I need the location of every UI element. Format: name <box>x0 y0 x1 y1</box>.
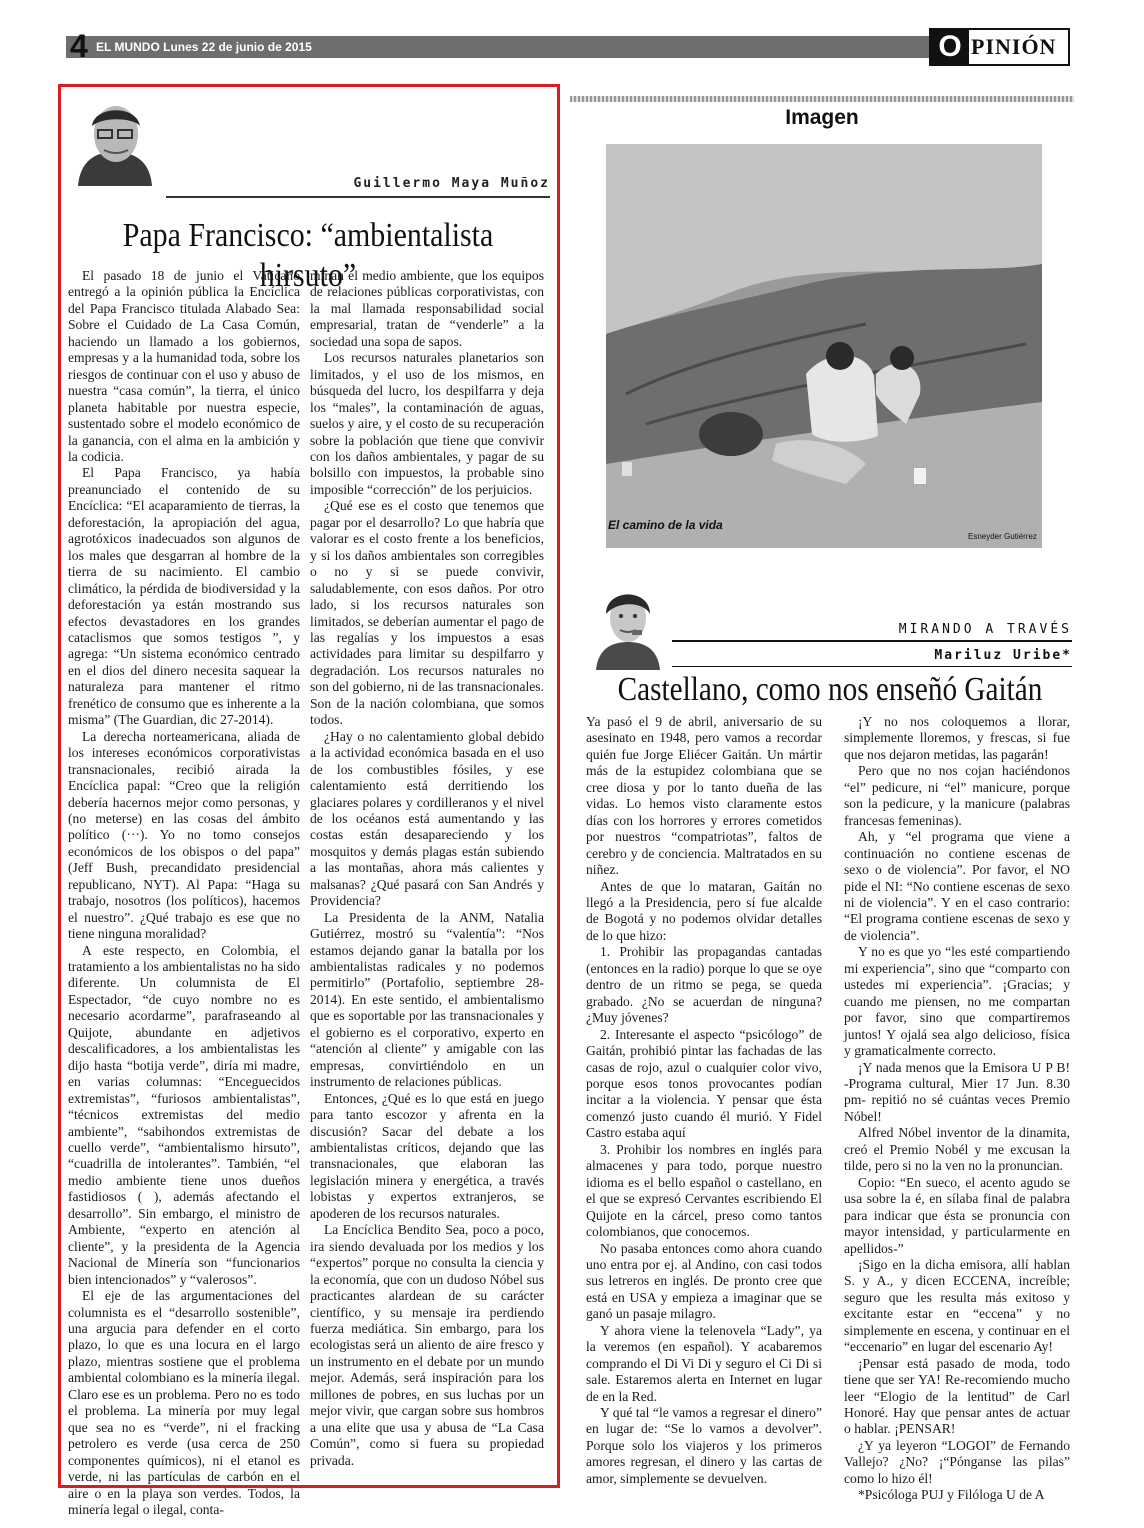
paragraph: minan el medio ambiente, que los equipos de relaciones públicas corporativistas, con la mal llamada responsabilidad social empresarial, tratan de “venderle” a la sociedad una sopa de sapos. <box>310 268 544 349</box>
paragraph: ¡Sigo en la dicha emisora, allí hablan S. y A., y dicen ECCENA, increíble; seguro que les resulta más exitoso y excitante estar en “eccena” y no simplemente en escena, y continuar en el “eccenario” en lugar del escenario Ay! <box>844 1256 1070 1355</box>
page-number: 4 <box>70 28 88 64</box>
photo-caption: El camino de la vida <box>608 518 723 532</box>
paragraph: La derecha norteamericana, aliada de los intereses económicos corporativistas transnacionales, recibió airada la Encíclica papal: “Creo que la religión debería hacernos mejor como personas, y (no meterse) en las cosas del ámbito político (···). Yo no tomo consejos económicos de los obispos o del papa” (Jeff Bush, precandidato presidencial republicano, NYT). Al Papa: “Haga su trabajo, nosotros (los políticos), hacemos el nuestro”. ¿Qué trabajo es ese que no tiene ninguna moralidad? <box>68 728 300 942</box>
paragraph: Pero que no nos cojan haciéndonos “el” pedicure, ni “el” manicure, porque son la pedicure, y la manicure (palabras francesas femeninas). <box>844 763 1070 828</box>
author-note: *Psicóloga PUJ y Filóloga U de A <box>858 1487 1045 1503</box>
author-divider <box>166 196 550 198</box>
image-section-label: Imagen <box>785 106 859 129</box>
author-divider <box>672 666 1072 667</box>
section-divider <box>672 640 1072 642</box>
paragraph: 3. Prohibir los nombres en inglés para almacenes y para todo, porque nuestro idioma es el bello español o castellano, en el que se expresó Cervantes escribiendo El Quijote en la cárcel, preso como tantos colombianos, que conocemos. <box>586 1141 822 1240</box>
section-logo-rest: PINIÓN <box>971 34 1057 59</box>
paragraph: A este respecto, en Colombia, el tratamiento a los ambientalistas no ha sido diferente. Un columnista de El Espectador, “de cuyo nombre no es necesario acordarme”, parafraseando al Quijote, abundante en adjetivos descalificadores, a los ambientalistas les dijo hasta “botija verde”, diría mi madre, en varias columnas: “Enceguecidos extremistas”, “furiosos ambientalistas”, “técnicos extremistas del medio ambiente”, “sabihondos extremistas de cuello verde”, “ambientalismo hirsuto”, “cuadrilla de intolerantes”. También, “el medio ambiente tiene unos dueños fastidiosos ( ), además afectando el desarrollo”. Sin embargo, el ministro de Ambiente, “experto en atención al cliente”, y la presidenta de la Agencia Nacional de Minería son “funcionarios bien intencionados” y “valerosos”. <box>68 942 300 1287</box>
paragraph: ¡Pensar está pasado de moda, todo tiene que ser YA! Re-recomiendo mucho leer “Elogio de la lentitud” de Carl Honoré. Hay que pensar antes de actuar o hablar. ¡PENSAR! <box>844 1355 1070 1437</box>
paragraph: 1. Prohibir las propagandas cantadas (entonces en la radio) porque lo que se oye dentro de un ritmo se pega, se queda grabado. ¿No se acuerdan de ninguna? ¿Muy jóvenes? <box>586 944 822 1026</box>
paragraph: No pasaba entonces como ahora cuando uno entra por ej. al Andino, con casi todos sus letreros en inglés. De pronto cree que está en USA y empieza a imaginar que se ganó un pasaje milagro. <box>586 1240 822 1322</box>
article-title: Castellano, como nos enseñó Gaitán <box>617 671 1043 708</box>
paragraph: ¡Y nada menos que la Emisora U P B! -Programa cultural, Mier 17 Jun. 8.30 pm- repitió no sé cuántas veces Premio Nóbel! <box>844 1059 1070 1124</box>
author-photo <box>64 100 164 186</box>
paragraph: El eje de las argumentaciones del columnista es el “desarrollo sostenible”, una argucia para defender en el corto plazo, lo que es una locura en el largo plazo, mientras sostiene que el problema ambiental colombiano es la minería ilegal. Claro ese es un problema. Pero no es todo el problema. La minería por muy legal que sea no es “verde”, ni el fracking petrolero es verde (usa cerca de 250 componentes químicos), ni el etanol es verde, ni las partículas de carbón en el aire o en la playa son verdes. Todos, la minería legal o ilegal, conta- <box>68 1288 300 1517</box>
paragraph: Ya pasó el 9 de abril, aniversario de su asesinato en 1948, pero vamos a recordar quién fue Jorge Eliécer Gaitán. Un mártir más de la estupidez colombiana que se cree diosa y por lo tanto dueña de las vidas. Lo hemos visto claramente estos días con los horrores y errores cometidos por nuestros “compatriotas”, faltos de cerebro y de conciencia. Maltratados en su niñez. <box>586 714 822 878</box>
paragraph: Alfred Nóbel inventor de la dinamita, creó el Premio Nobél y me excusan la tilde, pero si no la ven no la pronuncian. <box>844 1125 1070 1174</box>
article-author: Mariluz Uribe* <box>934 648 1072 663</box>
paragraph: Entonces, ¿Qué es lo que está en juego para tanto escozor y afrenta en la discusión? Sacar del debate a los ambientalistas críticos, dejando que las transnacionales, que elaboran las legislación minera y energética, a través lobistas y expertos extranjeros, se apoderen de los recursos naturales. <box>310 1090 544 1221</box>
photo-credit: Esneyder Gutiérrez <box>968 532 1037 541</box>
image-section-bar <box>570 96 1074 102</box>
section-logo-initial: O <box>931 30 969 64</box>
paragraph: 2. Interesante el aspecto “psicólogo” de Gaitán, prohibió pintar las fachadas de las casas de rojo, azul o cualquier color vivo, porque esos tonos provocantes podían incitar a la violencia. Y pensar que ésta comenzó justo cuando él murió. Y Fidel Castro estaba aquí <box>586 1026 822 1141</box>
article-column-2 <box>310 268 544 1469</box>
news-photo <box>606 144 1042 548</box>
article-column-1 <box>68 268 300 1518</box>
section-logo <box>929 28 1070 66</box>
paragraph: ¿Y ya leyeron “LOGOI” de Fernando Vallejo? ¿No? ¡“Pónganse las pilas” como lo hizo él! <box>844 1437 1070 1486</box>
paragraph: El pasado 18 de junio el Vaticano entregó a la opinión pública la Encíclica del Papa Francisco titulada Alabado Sea: Sobre el Cuidado de La Casa Común, haciendo un llamado a los gobiernos, empresas y a la humanidad toda, sobre los riesgos de continuar con el uso y abuso de nuestra “casa común”, la tierra, el único planeta habitable por nuestra especie, sustentado sobre el modelo económico de la ganancia, con el alma en la ambición y la codicia. <box>68 268 300 464</box>
paragraph: Antes de que lo mataran, Gaitán no llegó a la Presidencia, pero sí fue alcalde de Bogotá y no podemos olvidar detalles de lo que hizo: <box>586 878 822 943</box>
paragraph: Y no es que yo “les esté compartiendo mi experiencia”, sino que “comparto con ustedes mi experiencia”. ¡Gracias; y cuando me piensen, no me compartan por favor, sino que compartiremos juntos! Y ojalá sea algo delicioso, física y gramaticalmente correcto. <box>844 944 1070 1059</box>
paragraph: Y qué tal “le vamos a regresar el dinero” en lugar de: “Se lo vamos a devolver”. Porque solo los viajeros y los primeros amores regresan, el dinero y las cartas de amor, simplemente se devuelven. <box>586 1405 822 1486</box>
paragraph: El Papa Francisco, ya había preanunciado el contenido de su Encíclica: “El acaparamiento de tierras, la deforestación, la apropiación del agua, agrotóxicos inadecuados son algunos de los males que desgarran al hombre de la tierra de su nacimiento. El cambio climático, la pérdida de biodiversidad y la deforestación ya están mostrando sus efectos devastadores en los grandes cataclismos que somos testigos ”, y agrega: “Un sistema económico centrado en el dios del dinero necesita saquear la naturaleza para mantener el ritmo frenético de consumo que es inherente a la misma” (The Guardian, dic 27-2014). <box>68 465 300 728</box>
paragraph: Y ahora viene la telenovela “Lady”, ya la veremos (en español). Y acabaremos comprando el Di Vi Di y seguro el Ci Di si sale. Estaremos alerta en Internet en lugar de en la Red. <box>586 1322 822 1404</box>
article-title: Papa Francisco: “ambientalista hirsuto” <box>122 217 494 294</box>
paragraph: La Encíclica Bendito Sea, poco a poco, ira siendo devaluada por los medios y los “expertos” porque no consulta la ciencia y la economía, que con un dudoso Nóbel sus practicantes alardean de su carácter científico, y su mensaje ira perdiendo fuerza mediática. Sin embargo, para los ecologistas será un aliento de aire fresco y un instrumento en el debate por un mundo mejor. Además, será inspiración para los millones de pobres, en sus luchas por un mejor vivir, que cargan sobre sus hombros a una elite que usa y abusa de “La Casa Común”, como si fuera su propiedad privada. <box>310 1222 544 1468</box>
author-photo <box>588 580 668 670</box>
paragraph: Copio: “En sueco, el acento agudo se usa sobre la é, en sílaba final de palabra para indicar que ésta se pronuncia con mayor intensidad, y particularmente en apellidos-” <box>844 1174 1070 1256</box>
paragraph: La Presidenta de la ANM, Natalia Gutiérrez, mostró su “valentía”: “Nos estamos dejando ganar la batalla por los ambientalistas radicales y no podemos permitirlo” (Portafolio, septiembre 28-2014). En este sentido, el ambientalismo que es soportable por las transnacionales y el gobierno es el corporativo, experto en “atención al cliente” y amigable con las empresas, convirtiéndolo en un instrumento de relaciones públicas. <box>310 909 544 1090</box>
masthead-info: EL MUNDO Lunes 22 de junio de 2015 <box>96 40 312 54</box>
article-column-1 <box>586 714 822 1487</box>
paragraph: Ah, y “el programa que viene a continuación no contiene escenas de sexo o de violencia”. Por favor, el NO pide el NI: “No contiene escenas de sexo ni de violencia”. Y en el caso contrario: “El programa contiene escenas de sexo y de violencia”. <box>844 829 1070 943</box>
column-section-name: MIRANDO A TRAVÉS <box>898 622 1072 637</box>
paragraph: ¿Qué ese es el costo que tenemos que pagar por el desarrollo? Lo que habría que valorar es el costo frente a los beneficios, y si los daños ambientales son corregibles o no y si se puede convivir, saludablemente, con esos daños. Por otro lado, si los recursos naturales son limitados, se deberían aumentar el pago de las regalías y los impuestos a esas actividades para limitar su despilfarro y degradación. Los recursos naturales no son del gobierno, ni de las transnacionales. Son de la nación colombiana, que somos todos. <box>310 498 544 728</box>
paragraph: ¡Y no nos coloquemos a llorar, simplemente lloremos, y frescas, si fue que nos dejaron metidas, las pagarán! <box>844 714 1070 762</box>
paragraph: Los recursos naturales planetarios son limitados, y el uso de los mismos, en búsqueda del lucro, los despilfarra y deja los “males”, la contaminación de aguas, suelos y aire, y el costo de su recuperación sobre la población que tiene que convivir con los daños ambientales, y pagar de su bolsillo con impuestos, la probable sino imposible “corrección” de los perjuicios. <box>310 350 544 497</box>
article-column-2 <box>844 714 1070 1504</box>
article-author: Guillermo Maya Muñoz <box>353 176 550 191</box>
paragraph: ¿Hay o no calentamiento global debido a la actividad económica basada en el uso de los combustibles fósiles, y ese calentamiento está derritiendo los glaciares polares y cordilleranos y el nivel de los océanos está aumentando y las costas están desapareciendo y los mosquitos y demás plagas están subiendo a las montañas, ahora más calientes y malsanas? ¿Qué pasará con San Andrés y Providencia? <box>310 728 544 909</box>
